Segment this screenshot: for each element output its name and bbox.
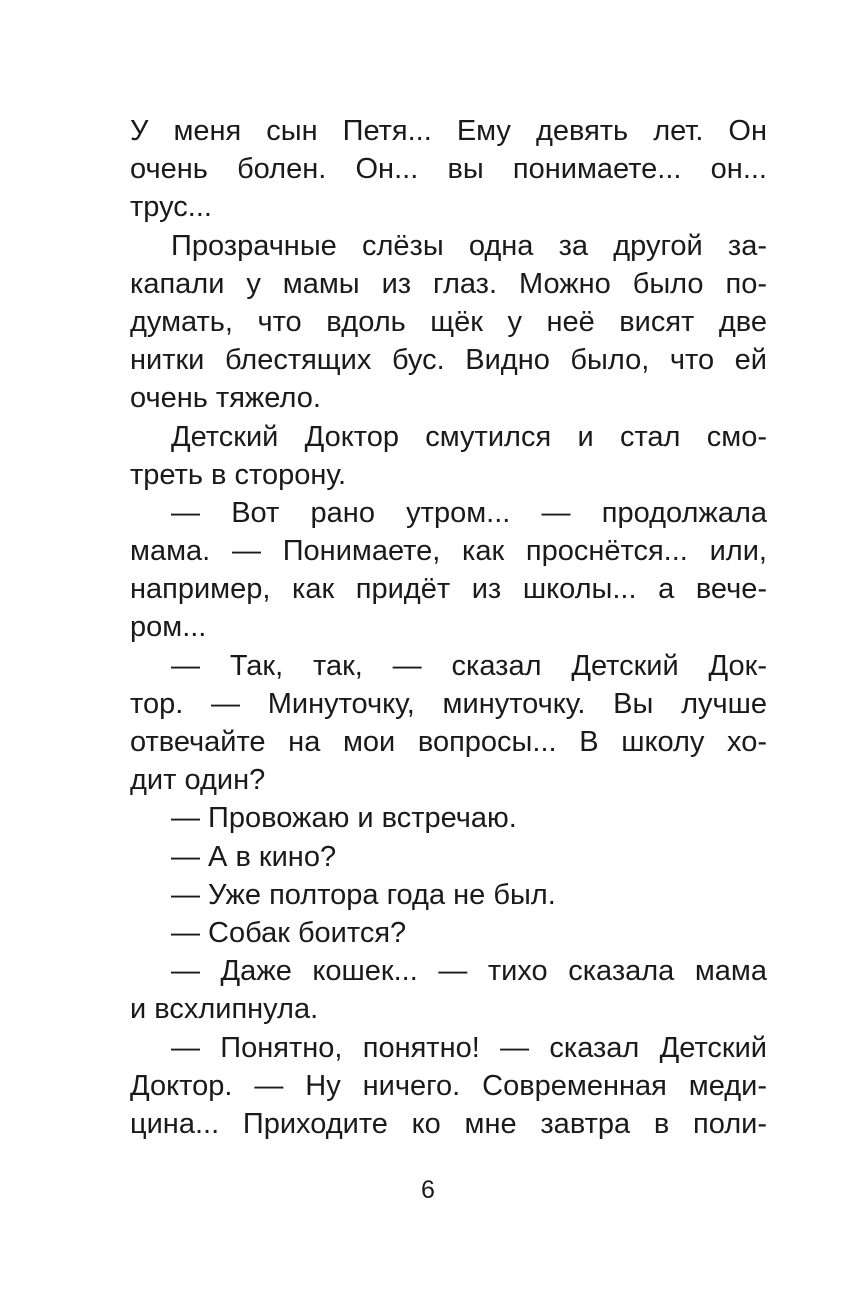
text-line: нитки блестящих бус. Видно было, что ей [130, 344, 767, 377]
page-number: 6 [421, 1176, 435, 1204]
text-line: ром... [130, 611, 207, 644]
text-line: думать, что вдоль щёк у неё висят две [130, 305, 767, 338]
text-line: треть в сторону. [130, 458, 346, 491]
text-line: Доктор. — Ну ничего. Современная меди- [130, 1069, 767, 1102]
text-line: например, как придёт из школы... а вече- [130, 573, 767, 606]
text-line: — Провожаю и встречаю. [171, 802, 517, 835]
text-line: — Уже полтора года не был. [171, 878, 556, 911]
text-line: Прозрачные слёзы одна за другой за- [171, 229, 767, 262]
text-line: — Понятно, понятно! — сказал Детский [171, 1031, 767, 1064]
text-line: капали у мамы из глаз. Можно было по- [130, 267, 767, 300]
text-line: очень тяжело. [130, 382, 321, 415]
text-line: — А в кино? [171, 840, 337, 873]
text-line: — Так, так, — сказал Детский Док- [171, 649, 767, 682]
text-line: отвечайте на мои вопросы... В школу хо- [130, 726, 767, 758]
text-line: очень болен. Он... вы понимаете... он... [130, 153, 767, 186]
text-line: У меня сын Петя... Ему девять лет. Он [130, 115, 767, 147]
text-line: тор. — Минуточку, минуточку. Вы лучше [130, 687, 767, 720]
text-line: — Даже кошек... — тихо сказала мама [171, 955, 767, 988]
text-line: — Собак боится? [171, 916, 407, 949]
text-line: трус... [130, 191, 212, 224]
text-line: и всхлипнула. [130, 993, 319, 1026]
text-line: дит один? [130, 764, 266, 797]
text-line: мама. — Понимаете, как проснётся... или, [130, 535, 767, 568]
text-line: цина... Приходите ко мне завтра в поли- [130, 1107, 767, 1140]
text-line: Детский Доктор смутился и стал смо- [171, 420, 767, 453]
page-body [130, 112, 767, 1143]
text-line: — Вот рано утром... — продолжала [171, 496, 767, 529]
